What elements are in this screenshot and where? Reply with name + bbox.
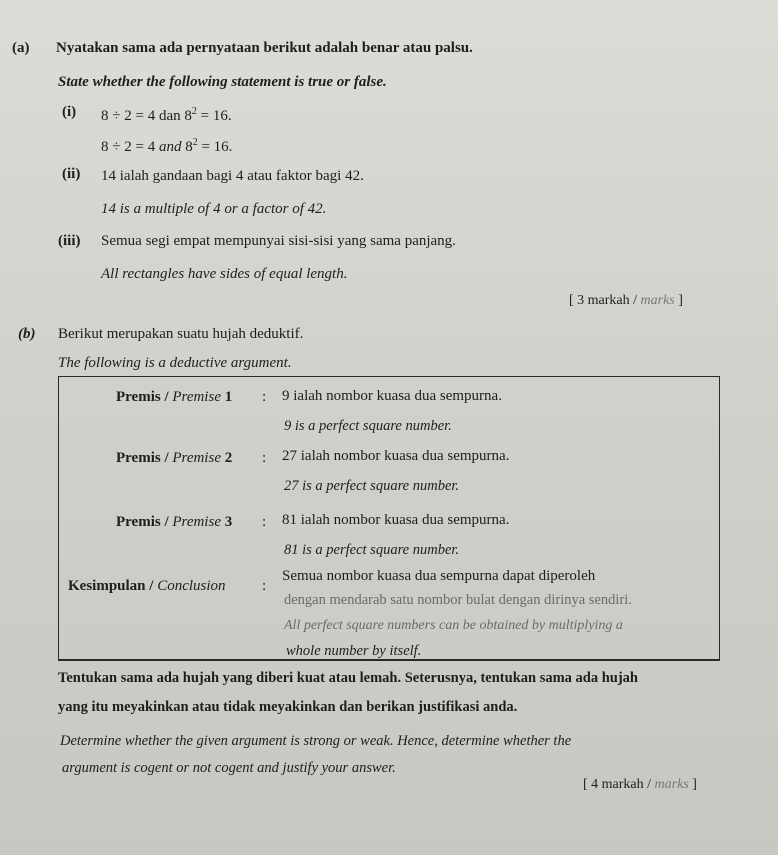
part-a-instruction-ms: Nyatakan sama ada pernyataan berikut adalah benar atau palsu. xyxy=(56,40,473,56)
part-a-marks: [ 3 markah / marks ] xyxy=(569,293,683,308)
premise-2-ms: 27 ialah nombor kuasa dua sempurna. xyxy=(282,448,510,464)
part-b-instruction-ms: Berikut merupakan suatu hujah deduktif. xyxy=(58,326,304,342)
conclusion-ms-line2: dengan mendarab satu nombor bulat dengan dirinya sendiri. xyxy=(284,592,632,608)
conclusion-en-line2: whole number by itself. xyxy=(286,643,422,659)
premise-3-ms: 81 ialah nombor kuasa dua sempurna. xyxy=(282,512,510,528)
question-en-line2: argument is cogent or not cogent and justify your answer. xyxy=(62,760,396,776)
premise-3-colon: : xyxy=(262,514,267,530)
part-a-instruction-en: State whether the following statement is true or false. xyxy=(58,74,387,90)
premise-1-ms: 9 ialah nombor kuasa dua sempurna. xyxy=(282,388,502,404)
item-ii-number: (ii) xyxy=(62,166,81,182)
premise-1-en: 9 is a perfect square number. xyxy=(284,418,452,434)
premise-1-label: Premis / Premise 1 xyxy=(116,389,233,405)
item-iii-number: (iii) xyxy=(58,233,81,249)
premise-2-en: 27 is a perfect square number. xyxy=(284,478,460,494)
item-iii-ms: Semua segi empat mempunyai sisi-sisi yang sama panjang. xyxy=(101,233,456,249)
premise-2-label: Premis / Premise 2 xyxy=(116,450,233,466)
item-i-ms: 8 ÷ 2 = 4 dan $8^2 = 16$. xyxy=(101,106,232,124)
conclusion-ms-line1: Semua nombor kuasa dua sempurna dapat diperoleh xyxy=(282,568,596,584)
premise-1-colon: : xyxy=(262,389,267,405)
premise-2-colon: : xyxy=(262,450,267,466)
item-iii-en: All rectangles have sides of equal length. xyxy=(101,266,348,282)
conclusion-en-line1: All perfect square numbers can be obtained by multiplying a xyxy=(284,618,623,633)
part-b-label: (b) xyxy=(18,326,36,342)
conclusion-colon: : xyxy=(262,578,267,594)
question-en-line1: Determine whether the given argument is strong or weak. Hence, determine whether the xyxy=(60,733,572,749)
premise-3-label: Premis / Premise 3 xyxy=(116,514,233,530)
question-ms-line1: Tentukan sama ada hujah yang diberi kuat atau lemah. Seterusnya, tentukan sama ada hujah xyxy=(58,670,638,686)
premise-3-en: 81 is a perfect square number. xyxy=(284,542,460,558)
part-b-instruction-en: The following is a deductive argument. xyxy=(58,355,292,371)
item-i-number: (i) xyxy=(62,104,77,120)
part-a-label: (a) xyxy=(12,40,30,56)
item-ii-en: 14 is a multiple of 4 or a factor of 42. xyxy=(101,201,327,217)
item-ii-ms: 14 ialah gandaan bagi 4 atau faktor bagi 42. xyxy=(101,168,364,184)
question-ms-line2: yang itu meyakinkan atau tidak meyakinkan dan berikan justifikasi anda. xyxy=(58,699,518,715)
item-i-en: 8 ÷ 2 = 4 and $8^2 = 16$. xyxy=(101,137,233,155)
conclusion-label: Kesimpulan / Conclusion xyxy=(68,578,226,594)
part-b-marks: [ 4 markah / marks ] xyxy=(583,777,697,792)
